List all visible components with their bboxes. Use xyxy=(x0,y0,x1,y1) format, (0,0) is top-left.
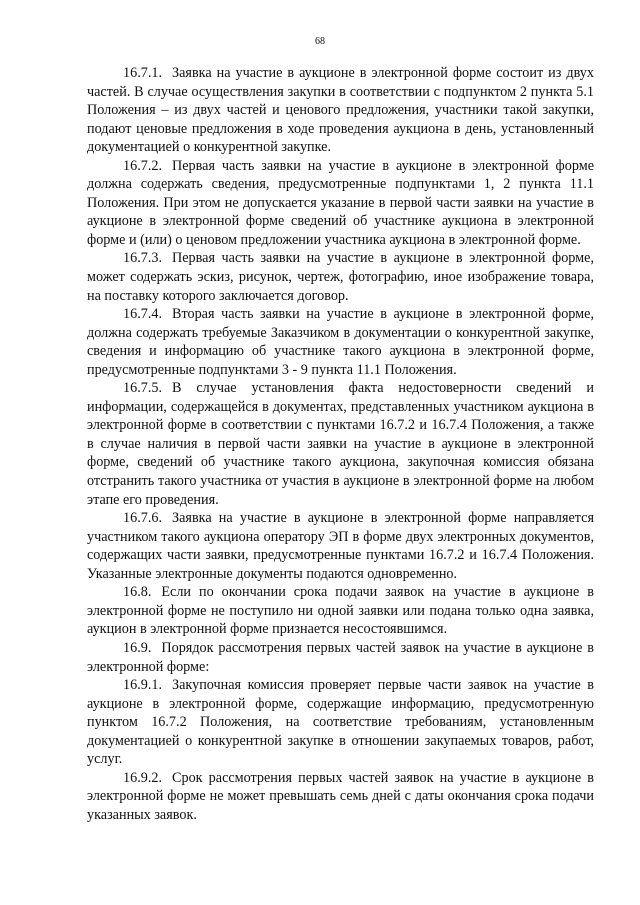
paragraph-16-9-2 xyxy=(87,769,594,825)
clause-text: Вторая часть заявки на участие в аукционе в электронной форме, должна содержать требуемые Заказчиком в документации о конкурентной закупке, сведения и информацию об участнике такого аукциона в электронной форме, предусмотренные подпунктами 3 - 9 пункта 11.1 Положения. xyxy=(87,306,594,378)
clause-text: Если по окончании срока подачи заявок на участие в аукционе в электронной форме не поступило ни одной заявки или подана только одна заявка, аукцион в электронной форме признается несостоявшимся. xyxy=(87,584,594,638)
clause-text: Заявка на участие в аукционе в электронной форме состоит из двух частей. В случае осуществления закупки в соответствии с подпунктом 2 пункта 5.1 Положения – из двух частей и ценового предложения, участники такой закупки, подают ценовые предложения в ходе проведения аукциона в день, установленный документацией о конкурентной закупке. xyxy=(87,65,594,156)
clause-number: 16.7.6. xyxy=(123,510,163,527)
clause-number: 16.7.2. xyxy=(123,157,163,174)
page-number: 68 xyxy=(315,36,325,47)
clause-number: 16.9.2. xyxy=(123,769,163,786)
paragraph-16-9 xyxy=(87,639,594,676)
paragraph-16-7-2 xyxy=(87,157,594,250)
paragraph-16-7-3 xyxy=(87,249,594,305)
clause-text: Срок рассмотрения первых частей заявок на участие в аукционе в электронной форме не может превышать семь дней с даты окончания срока подачи указанных заявок. xyxy=(87,769,594,823)
clause-number: 16.7.3. xyxy=(123,250,163,267)
clause-text: В случае установления факта недостоверности сведений и информации, содержащейся в документах, представленных участником аукциона в электронной форме в соответствии с пунктами 16.7.2 и 16.7.4 Положения, а также в случае наличия в первой части заявки на участие в аукционе в электронной форме, сведений об участнике такого аукциона, закупочная комиссия обязана отстранить такого участника от участия в аукционе в электронной форме на любом этапе его проведения. xyxy=(87,380,594,508)
clause-number: 16.7.1. xyxy=(123,65,163,81)
clause-text: Порядок рассмотрения первых частей заявок на участие в аукционе в электронной форме: xyxy=(87,639,594,675)
clause-number: 16.8. xyxy=(123,584,152,601)
clause-number: 16.7.5. xyxy=(123,380,163,397)
clause-text: Первая часть заявки на участие в аукционе в электронной форме, может содержать эскиз, рисунок, чертеж, фотографию, иное изображение товара, на поставку которого заключается договор. xyxy=(87,250,594,304)
paragraph-16-7-5 xyxy=(87,379,594,509)
clause-number: 16.9. xyxy=(123,639,152,656)
clause-text: Закупочная комиссия проверяет первые части заявок на участие в аукционе в электронной форме, содержащие информацию, предусмотренную пунктом 16.7.2 Положения, на соответствие требованиям, установленным документацией о конкурентной закупке в отношении закупаемых товаров, работ, услуг. xyxy=(87,677,594,768)
paragraph-16-7-1 xyxy=(87,64,594,157)
clause-number: 16.9.1. xyxy=(123,677,163,694)
clause-number: 16.7.4. xyxy=(123,306,163,323)
clause-text: Заявка на участие в аукционе в электронной форме направляется участником такого аукциона оператору ЭП в форме двух электронных документов, содержащих части заявки, предусмотренные пунктами 16.7.2 и 16.7.4 Положения. Указанные электронные документы подаются одновременно. xyxy=(87,510,594,582)
paragraph-16-9-1 xyxy=(87,676,594,769)
document-body xyxy=(87,64,594,824)
clause-text: Первая часть заявки на участие в аукционе в электронной форме должна содержать сведения, предусмотренные подпунктами 1, 2 пункта 11.1 Положения. При этом не допускается указание в первой части заявки на участие в аукционе в электронной форме сведений об участнике аукциона в электронной форме и (или) о ценовом предложении участника аукциона в электронной форме. xyxy=(87,157,594,248)
paragraph-16-7-6 xyxy=(87,509,594,583)
paragraph-16-7-4 xyxy=(87,305,594,379)
paragraph-16-8 xyxy=(87,583,594,639)
